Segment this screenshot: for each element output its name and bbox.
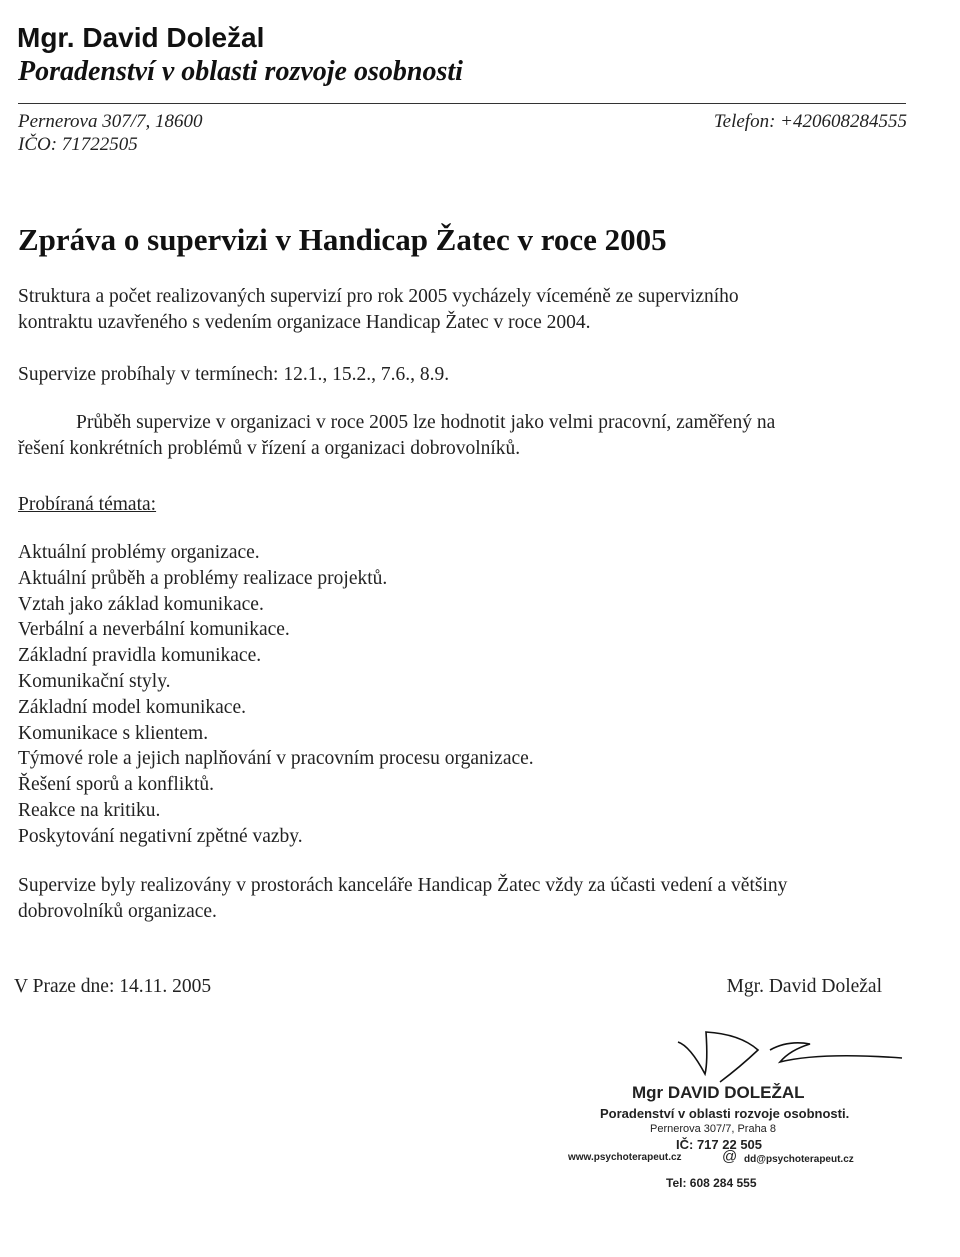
list-item: Poskytování negativní zpětné vazby.: [18, 825, 303, 847]
course-paragraph: [18, 410, 775, 462]
list-item: Komunikační styly.: [18, 670, 171, 692]
closing-line-2: dobrovolníků organizace.: [18, 901, 217, 922]
list-item: Aktuální průběh a problémy realizace projektů.: [18, 567, 388, 589]
stamp-phone: Tel: 608 284 555: [666, 1176, 757, 1190]
dates-line: Supervize probíhaly v termínech: 12.1., 15.2., 7.6., 8.9.: [18, 364, 450, 385]
letterhead-divider: [18, 103, 906, 104]
signature-image: [670, 1022, 910, 1092]
intro-line-1: Struktura a počet realizovaných supervizí pro rok 2005 vycházely víceméně ze supervizního: [18, 286, 739, 307]
list-item: Komunikace s klientem.: [18, 722, 209, 744]
list-item: Řešení sporů a konfliktů.: [18, 774, 215, 796]
letterhead-phone: Telefon: +420608284555: [713, 111, 907, 132]
list-item: Základní model komunikace.: [18, 696, 246, 718]
intro-line-2: kontraktu uzavřeného s vedením organizace Handicap Žatec v roce 2004.: [18, 312, 591, 333]
stamp-line-1: Poradenství v oblasti rozvoje osobnosti.: [600, 1106, 850, 1121]
course-line-1: Průběh supervize v organizaci v roce 2005 lze hodnotit jako velmi pracovní, zaměřený na: [76, 412, 776, 433]
stamp-at-icon: @: [722, 1148, 738, 1165]
list-item: Verbální a neverbální komunikace.: [18, 619, 290, 641]
letterhead-ico: IČO: 71722505: [18, 134, 138, 155]
report-title: Zpráva o supervizi v Handicap Žatec v roce 2005: [18, 222, 667, 257]
stamp-email: dd@psychoterapeut.cz: [744, 1154, 854, 1165]
course-line-2: řešení konkrétních problémů v řízení a organizaci dobrovolníků.: [18, 438, 521, 459]
list-item: Týmové role a jejich naplňování v pracovním procesu organizace.: [18, 748, 534, 770]
list-item: Vztah jako základ komunikace.: [18, 593, 264, 615]
stamp-web: www.psychoterapeut.cz: [568, 1152, 682, 1163]
topics-list: [18, 540, 534, 850]
stamp-line-3: IČ: 717 22 505: [676, 1137, 763, 1152]
list-item: Reakce na kritiku.: [18, 799, 161, 821]
intro-paragraph: [18, 284, 739, 336]
letterhead-address: Pernerova 307/7, 18600: [18, 111, 203, 132]
stamp-line-2: Pernerova 307/7, Praha 8: [650, 1123, 776, 1135]
letterhead-subtitle: Poradenství v oblasti rozvoje osobnosti: [18, 56, 463, 87]
stamp-name: Mgr DAVID DOLEŽAL: [632, 1083, 805, 1102]
closing-line-1: Supervize byly realizovány v prostorách kanceláře Handicap Žatec vždy za účasti vedení a většiny: [18, 875, 788, 896]
place-date: V Praze dne: 14.11. 2005: [14, 976, 212, 997]
topics-heading: Probíraná témata:: [18, 494, 157, 515]
signatory-name: Mgr. David Doležal: [726, 976, 882, 997]
list-item: Základní pravidla komunikace.: [18, 645, 262, 667]
closing-paragraph: [18, 873, 787, 925]
letterhead-name: Mgr. David Doležal: [17, 22, 265, 53]
list-item: Aktuální problémy organizace.: [18, 542, 260, 563]
